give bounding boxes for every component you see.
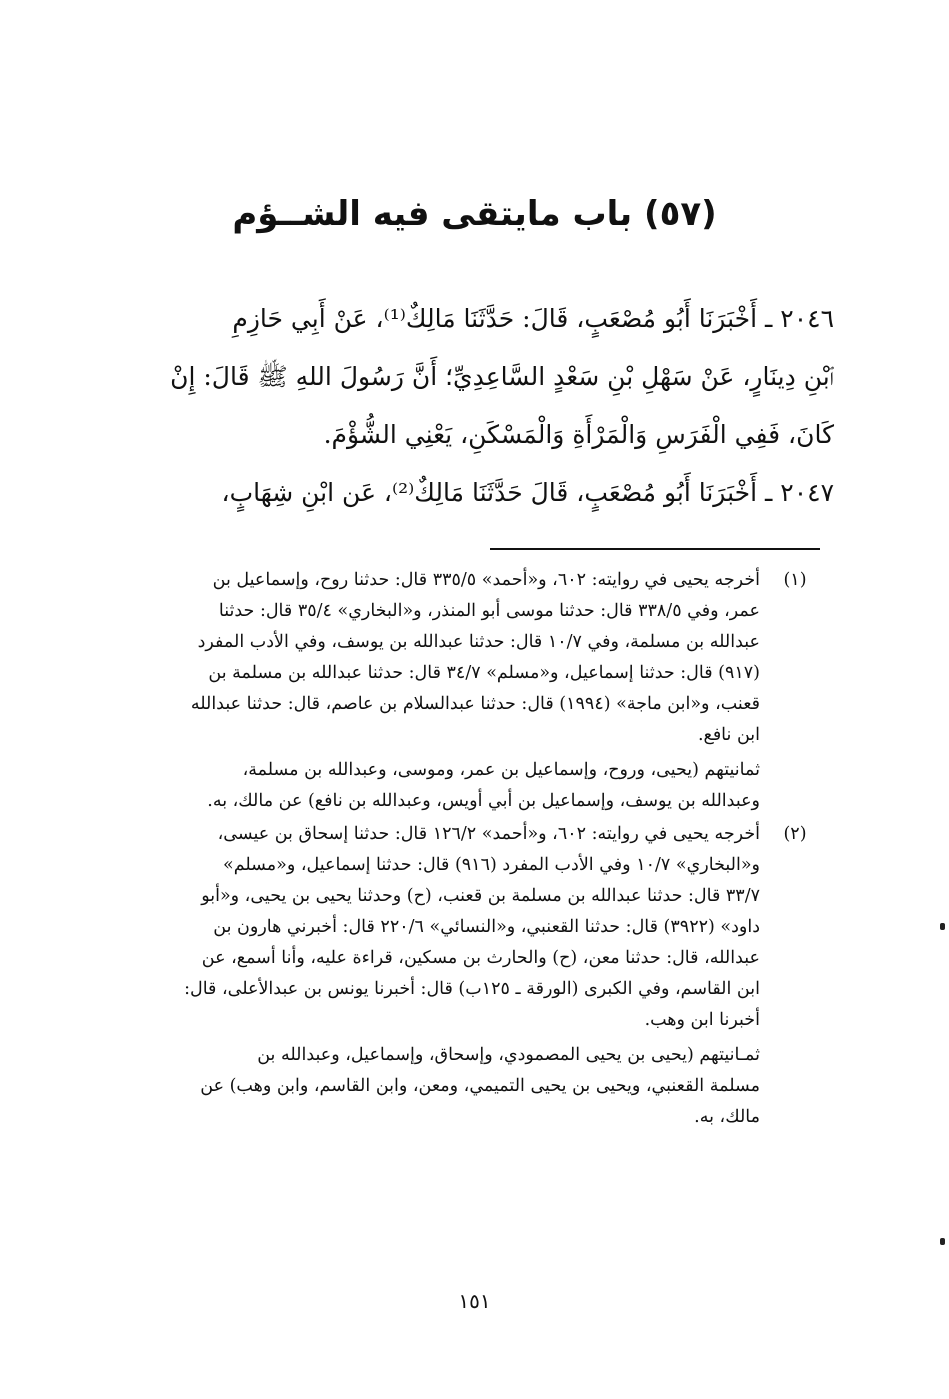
footnote-2 — [116, 819, 828, 1133]
scan-speck — [940, 923, 945, 930]
hadith-line: ٢٠٤٦ ـ أَخْبَرَنَا أَبُو مُصْعَبٍ، قَالَ: حَدَّثَنَا مَالِكٌ⁽¹⁾، عَنْ أَبِي حَازِمِ — [232, 304, 834, 333]
footnote-line: ابن نافع. — [697, 725, 760, 745]
footnote-marker: (١) — [783, 570, 807, 590]
footnote-separator — [490, 548, 820, 550]
footnote-line: و«البخاري» ١٠/٧ وفي الأدب المفرد (٩١٦) قال: حدثنا إسماعيل، و«مسلم» — [223, 855, 760, 875]
footnote-line: ثمـانيتهم (يحيى بن يحيى المصمودي، وإسحاق، وإسماعيل، وعبدالله بن — [257, 1045, 760, 1065]
footnote-line: قعنب، و«ابن ماجة» (١٩٩٤) قال: حدثنا عبدالسلام بن عاصم، قال: حدثنا عبدالله — [190, 694, 760, 714]
scan-speck — [940, 1238, 945, 1245]
footnote-line: عبدالله، قال: حدثنا معن، (ح) والحارث بن مسكين، قراءة عليه، وأنا أسمع، عن — [201, 948, 760, 968]
footnote-marker: (٢) — [783, 824, 807, 844]
footnote-line: (٩١٧) قال: حدثنا إسماعيل، و«مسلم» ٣٤/٧ قال: حدثنا عبدالله بن مسلمة بن — [208, 663, 760, 683]
footnote-summary — [116, 1040, 760, 1133]
chapter-title: (٥٧) باب مايتقى فيه الشــؤم — [232, 194, 717, 234]
footnote-line: أخرجه يحيى في روايته: ٦٠٢، و«أحمد» ٣٣٥/٥ قال: حدثنا روح، وإسماعيل بن — [212, 570, 760, 590]
footnote-line: عبدالله بن مسلمة، وفي ١٠/٧ قال: حدثنا عبدالله بن يوسف، وفي الأدب المفرد — [197, 632, 760, 652]
footnote-line: مالك، به. — [694, 1107, 760, 1127]
hadith-text — [116, 290, 834, 522]
footnote-line: داود» (٣٩٢٢) قال: حدثنا القعنبي، و«النسائي» ٢٢٠/٦ قال: أخبرني هارون بن — [213, 917, 760, 937]
footnote-line: ابن القاسم، وفي الكبرى (الورقة ـ ١٢٥ب) قال: أخبرنا يونس بن عبدالأعلى، قال: — [184, 979, 760, 999]
hadith-line: كَانَ، فَفِي الْفَرَسِ وَالْمَرْأَةِ وَالْمَسْكَنِ، يَعْنِي الشُّؤْمَ. — [323, 420, 834, 449]
footnote-line: ثمانيتهم (يحيى، وروح، وإسماعيل بن عمر، وموسى، وعبدالله بن مسلمة، — [242, 760, 760, 780]
footnote-line: وعبدالله بن يوسف، وإسماعيل بن أبي أويس، وعبدالله بن نافع) عن مالك، به. — [207, 791, 760, 811]
footnote-summary — [116, 755, 760, 817]
hadith-line: ٱبْنِ دِينَارٍ، عَنْ سَهْلِ بْنِ سَعْدٍ السَّاعِدِيِّ؛ أَنَّ رَسُولَ اللهِ ﷺ قَالَ: إِنْ — [170, 362, 834, 391]
footnote-line: عمر، وفي ٣٣٨/٥ قال: حدثنا موسى أبو المنذر، و«البخاري» ٣٥/٤ قال: حدثنا — [218, 601, 760, 621]
page-number: ١٥١ — [458, 1289, 491, 1313]
footnote-line: أخرجه يحيى في روايته: ٦٠٢، و«أحمد» ١٢٦/٢ قال: حدثنا إسحاق بن عيسى، — [217, 824, 760, 844]
footnote-line: أخبرنا ابن وهب. — [644, 1010, 760, 1030]
footnotes — [116, 565, 828, 1133]
hadith-line: ٢٠٤٧ ـ أَخْبَرَنَا أَبُو مُصْعَبٍ، قَالَ حَدَّثَنَا مَالِكٌ⁽²⁾، عَن ابْنِ شِهَابٍ، — [221, 478, 834, 507]
footnote-line: ٣٣/٧ قال: حدثنا عبدالله بن مسلمة بن قعنب، (ح) وحدثنا يحيى بن يحيى، و«أبو — [201, 886, 760, 906]
footnote-line: مسلمة القعنبي، ويحيى بن يحيى التميمي، ومعن، وابن القاسم، وابن وهب) عن — [200, 1076, 760, 1096]
footnote-1 — [116, 565, 828, 817]
